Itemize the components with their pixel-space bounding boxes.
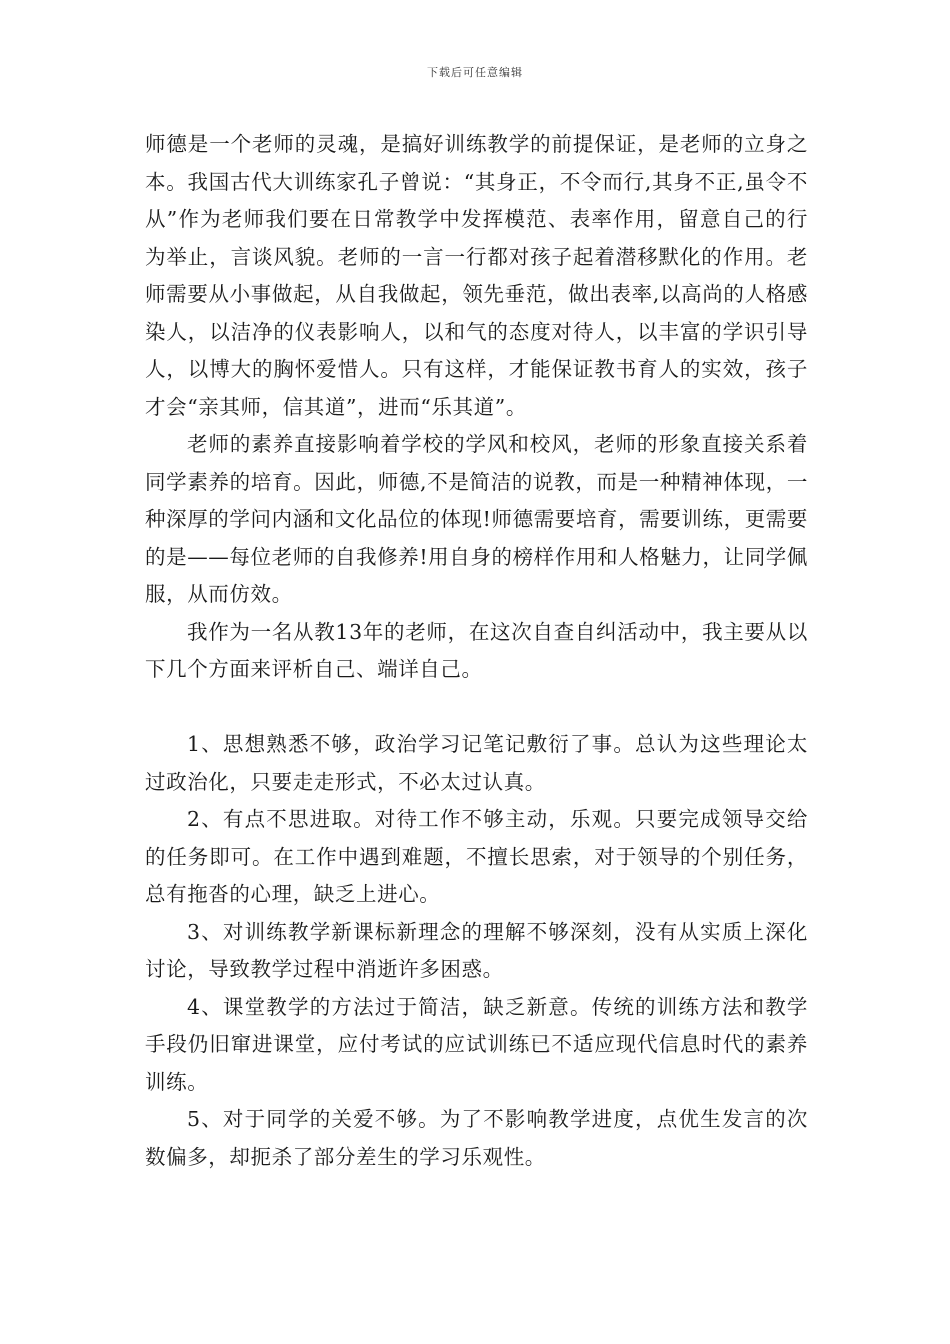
list-item: 2、有点不思进取。对待工作不够主动，乐观。只要完成领导交给的任务即可。在工作中遇到难题，不擅长思索，对于领导的个别任务，总有拖沓的心理，缺乏上进心。 xyxy=(145,807,808,906)
paragraph-teacher-quality: 老师的素养直接影响着学校的学风和校风，老师的形象直接关系着同学素养的培育。因此，师德,不是简洁的说教，而是一种精神体现，一种深厚的学问内涵和文化品位的体现!师德需要培育，需要训练，更需要的是——每位老师的自我修养!用自身的榜样作用和人格魅力，让同学佩服，从而仿效。 xyxy=(145,432,808,606)
list-item: 4、课堂教学的方法过于简洁，缺乏新意。传统的训练方法和教学手段仍旧窜进课堂，应付考试的应试训练已不适应现代信息时代的素养训练。 xyxy=(145,994,808,1094)
list-item: 3、对训练教学新课标新理念的理解不够深刻，没有从实质上深化讨论，导致教学过程中消逝许多困惑。 xyxy=(145,919,808,981)
paragraph-gap xyxy=(145,689,808,727)
document-body xyxy=(145,126,808,1176)
page-header: 下载后可任意编辑 xyxy=(427,66,523,79)
paragraph-intro: 师德是一个老师的灵魂，是搞好训练教学的前提保证，是老师的立身之本。我国古代大训练家孔子曾说：“其身正，不令而行,其身不正,虽令不从”作为老师我们要在日常教学中发挥模范、表率作用，留意自己的行为举止，言谈风貌。老师的一言一行都对孩子起着潜移默化的作用。老师需要从小事做起，从自我做起，领先垂范，做出表率,以高尚的人格感染人，以洁净的仪表影响人，以和气的态度对待人，以丰富的学识引导人，以博大的胸怀爱惜人。只有这样，才能保证教书育人的实效，孩子才会“亲其师，信其道”，进而“乐其道”。 xyxy=(145,132,808,419)
list-item: 5、对于同学的关爱不够。为了不影响教学进度，点优生发言的次数偏多，却扼杀了部分差生的学习乐观性。 xyxy=(145,1107,808,1169)
list-item: 1、思想熟悉不够，政治学习记笔记敷衍了事。总认为这些理论太过政治化，只要走走形式，不必太过认真。 xyxy=(145,732,808,794)
paragraph-self-review: 我作为一名从教13年的老师，在这次自查自纠活动中，我主要从以下几个方面来评析自己、端详自己。 xyxy=(145,619,808,681)
